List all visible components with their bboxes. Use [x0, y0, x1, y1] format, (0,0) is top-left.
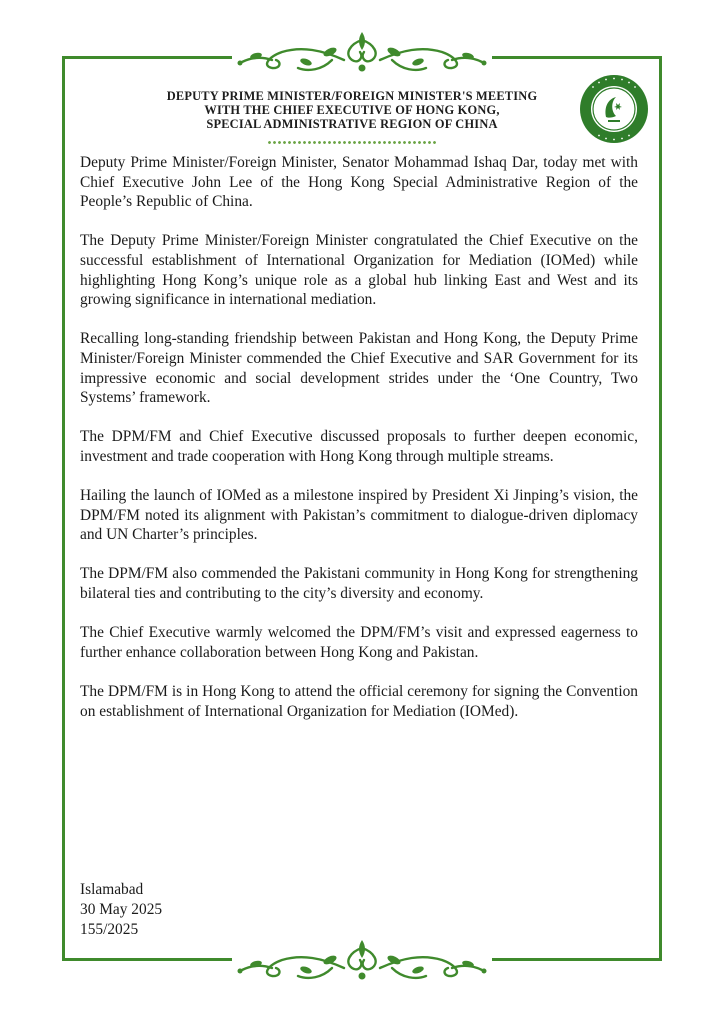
press-release-body — [80, 153, 638, 741]
footer-date: 30 May 2025 — [80, 900, 163, 918]
paragraph: The DPM/FM also commended the Pakistani community in Hong Kong for strengthening bilateral ties and contributing to the city’s diversity and economy. — [80, 565, 638, 603]
top-floral-ornament — [232, 30, 492, 80]
footer-place: Islamabad — [80, 881, 144, 898]
paragraph: The Chief Executive warmly welcomed the DPM/FM’s visit and expressed eagerness to further enhance collaboration between Hong Kong and Pakistan. — [80, 624, 638, 661]
footer-reference: 155/2025 — [80, 920, 139, 938]
release-footer — [80, 880, 280, 939]
paragraph: Recalling long-standing friendship between Pakistan and Hong Kong, the Deputy Prime Minister/Foreign Minister commended the Chief Executive and SAR Government for its impressive economic and social development strides under the ‘One Country, Two Systems’ framework. — [80, 330, 638, 407]
paragraph: Deputy Prime Minister/Foreign Minister, Senator Mohammad Ishaq Dar, today met with Chief Executive John Lee of the Hong Kong Special Administrative Region of the People’s Republic of China. — [80, 154, 638, 211]
bottom-floral-ornament — [232, 938, 492, 988]
paragraph: Hailing the launch of IOMed as a milestone inspired by President Xi Jinping’s vision, the DPM/FM noted its alignment with Pakistan’s commitment to dialogue-driven diplomacy and UN Charter’s principles. — [80, 487, 638, 544]
press-release-title — [110, 89, 594, 131]
paragraph: The DPM/FM is in Hong Kong to attend the official ceremony for signing the Convention on establishment of International Organization for Mediation (IOMed). — [80, 683, 638, 720]
floral-ornament-icon — [232, 30, 492, 80]
paragraph: The Deputy Prime Minister/Foreign Minister congratulated the Chief Executive on the successful establishment of International Organization for Mediation (IOMed) while highlighting Hong Kong’s unique role as a global hub linking East and West and its growing significance in international mediation. — [80, 232, 638, 309]
title-line: DEPUTY PRIME MINISTER/FOREIGN MINISTER'S MEETING — [166, 89, 538, 103]
title-line: WITH THE CHIEF EXECUTIVE OF HONG KONG, — [204, 103, 500, 117]
paragraph: The DPM/FM and Chief Executive discussed proposals to further deepen economic, investment and trade cooperation with Hong Kong through multiple streams. — [80, 428, 638, 465]
floral-ornament-icon — [232, 938, 492, 988]
dotted-divider — [267, 140, 437, 145]
title-line: SPECIAL ADMINISTRATIVE REGION OF CHINA — [206, 117, 498, 131]
